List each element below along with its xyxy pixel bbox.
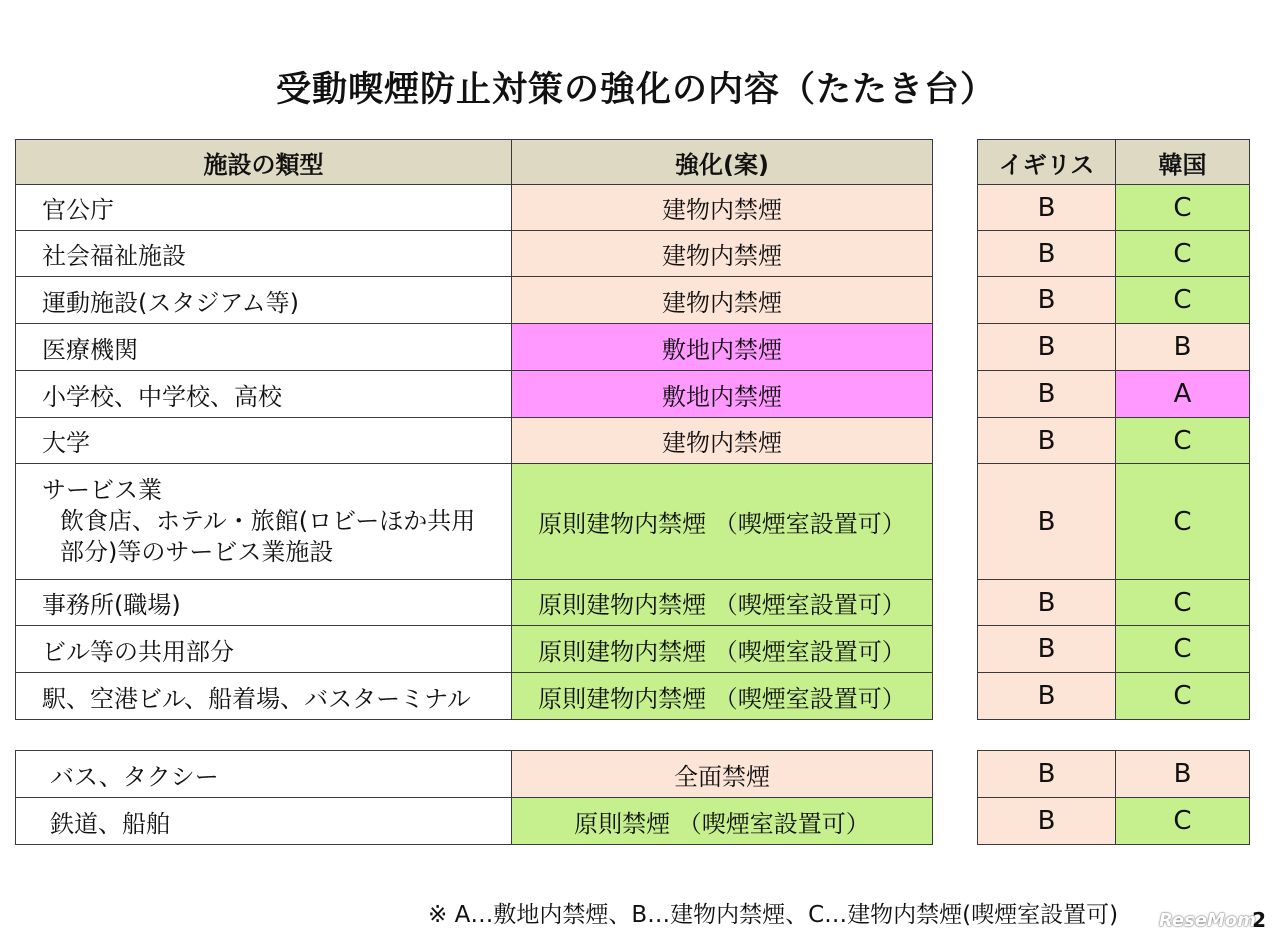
- facility-name: 事務所(職場): [16, 580, 512, 626]
- measure-cell: 建物内禁煙: [512, 277, 933, 324]
- page-title: 受動喫煙防止対策の強化の内容（たたき台）: [275, 70, 996, 110]
- table-row: [978, 324, 1250, 371]
- transport-table: [15, 750, 933, 845]
- korea-grade: C: [1116, 626, 1250, 673]
- table-row: [16, 798, 933, 845]
- measure-cell: 敷地内禁煙: [512, 371, 933, 418]
- table-row: [16, 626, 933, 673]
- table-row: [978, 673, 1250, 720]
- table-row: [16, 231, 933, 277]
- measure-cell: 全面禁煙: [512, 751, 933, 798]
- page-number: 2: [1252, 908, 1266, 932]
- uk-grade: B: [978, 418, 1116, 464]
- korea-grade: C: [1116, 277, 1250, 324]
- uk-grade: B: [978, 277, 1116, 324]
- facility-name: 社会福祉施設: [16, 231, 512, 277]
- table-row: [978, 798, 1250, 845]
- korea-grade: C: [1116, 464, 1250, 580]
- table-row: [16, 580, 933, 626]
- table-row: [978, 464, 1250, 580]
- uk-grade: B: [978, 580, 1116, 626]
- measure-cell: 建物内禁煙: [512, 418, 933, 464]
- korea-grade: C: [1116, 185, 1250, 231]
- uk-grade: B: [978, 673, 1116, 720]
- table-row: [16, 464, 933, 580]
- uk-grade: B: [978, 371, 1116, 418]
- uk-grade: B: [978, 626, 1116, 673]
- uk-grade: B: [978, 798, 1116, 845]
- korea-grade: C: [1116, 798, 1250, 845]
- table-row: [978, 580, 1250, 626]
- korea-grade: B: [1116, 324, 1250, 371]
- uk-grade: B: [978, 464, 1116, 580]
- measure-cell: 原則建物内禁煙 （喫煙室設置可）: [512, 580, 933, 626]
- table-row: [16, 418, 933, 464]
- table-row: [978, 277, 1250, 324]
- korea-grade: C: [1116, 580, 1250, 626]
- facility-detail: 部分)等のサービス業施設: [60, 538, 334, 566]
- header-measure: 強化(案): [512, 140, 933, 185]
- header-facility-type: 施設の類型: [16, 140, 512, 185]
- uk-grade: B: [978, 185, 1116, 231]
- header-uk: イギリス: [978, 140, 1116, 185]
- comparison-table: [977, 139, 1250, 720]
- footnote: ※ A…敷地内禁煙、B…建物内禁煙、C…建物内禁煙(喫煙室設置可): [428, 902, 1119, 928]
- table-row: [16, 371, 933, 418]
- korea-grade: C: [1116, 231, 1250, 277]
- korea-grade: C: [1116, 418, 1250, 464]
- facility-name: 運動施設(スタジアム等): [16, 277, 512, 324]
- comparison-transport-table: [977, 750, 1250, 845]
- measure-cell: 敷地内禁煙: [512, 324, 933, 371]
- table-row: [16, 673, 933, 720]
- watermark-logo: ReseMom: [1158, 910, 1256, 931]
- table-row: [978, 751, 1250, 798]
- facility-table: [15, 139, 933, 720]
- table-row: [16, 324, 933, 371]
- table-row: [16, 751, 933, 798]
- facility-name: バス、タクシー: [16, 751, 512, 798]
- measure-cell: 建物内禁煙: [512, 231, 933, 277]
- table-row: [978, 371, 1250, 418]
- measure-cell: 建物内禁煙: [512, 185, 933, 231]
- facility-category: サービス業: [42, 476, 162, 504]
- korea-grade: C: [1116, 673, 1250, 720]
- facility-name: 鉄道、船舶: [16, 798, 512, 845]
- measure-cell: 原則建物内禁煙 （喫煙室設置可）: [512, 673, 933, 720]
- facility-name: 駅、空港ビル、船着場、バスターミナル: [16, 673, 512, 720]
- uk-grade: B: [978, 324, 1116, 371]
- facility-name: 官公庁: [16, 185, 512, 231]
- facility-name: ビル等の共用部分: [16, 626, 512, 673]
- table-row: [978, 418, 1250, 464]
- header-korea: 韓国: [1116, 140, 1250, 185]
- table-row: [16, 185, 933, 231]
- uk-grade: B: [978, 231, 1116, 277]
- facility-name: 医療機関: [16, 324, 512, 371]
- facility-name-multiline: [16, 464, 512, 580]
- facility-name: 小学校、中学校、高校: [16, 371, 512, 418]
- table-row: [16, 277, 933, 324]
- table-row: [978, 185, 1250, 231]
- korea-grade: A: [1116, 371, 1250, 418]
- measure-cell: 原則禁煙 （喫煙室設置可）: [512, 798, 933, 845]
- facility-detail: 飲食店、ホテル・旅館(ロビーほか共用: [60, 507, 476, 535]
- uk-grade: B: [978, 751, 1116, 798]
- measure-cell: 原則建物内禁煙 （喫煙室設置可）: [512, 626, 933, 673]
- table-row: [978, 231, 1250, 277]
- table-row: [978, 626, 1250, 673]
- korea-grade: B: [1116, 751, 1250, 798]
- measure-cell: 原則建物内禁煙 （喫煙室設置可）: [512, 464, 933, 580]
- facility-name: 大学: [16, 418, 512, 464]
